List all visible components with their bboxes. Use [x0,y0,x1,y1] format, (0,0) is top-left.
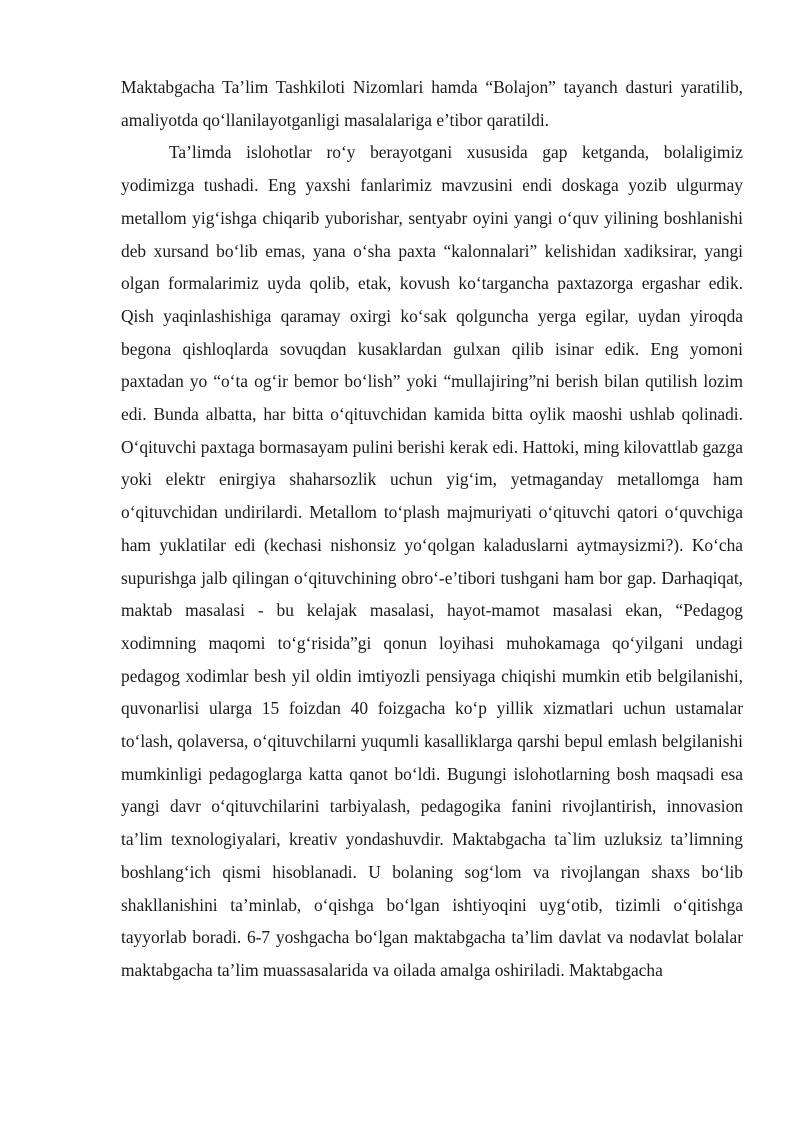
paragraph-main: Ta’limda islohotlar ro‘y berayotgani xususida gap ketganda, bolaligimiz yodimizga tushadi. Eng yaxshi fanlarimiz mavzusini endi doskaga yozib ulgurmay metallom yig‘ishga chiqarib yuborishar, sentyabr oyini yangi o‘quv yilining boshlanishi deb xursand bo‘lib emas, yana o‘sha paxta “kalonnalari” kelishidan xadiksirar, yangi olgan formalarimiz uyda qolib, etak, kovush ko‘targancha paxtazorga ergashar edik. Qish yaqinlashishiga qaramay oxirgi ko‘sak qolguncha yerga egilar, uydan yiroqda begona qishloqlarda sovuqdan kusaklardan gulxan qilib isinar edik. Eng yomoni paxtadan yo “o‘ta og‘ir bemor bo‘lish” yoki “mullajiring”ni berish bilan qutilish lozim edi. Bunda albatta, har bitta o‘qituvchidan kamida bitta oylik maoshi ushlab qolinadi. O‘qituvchi paxtaga bormasayam pulini berishi kerak edi. Hattoki, ming kilovattlab gazga yoki elektr enirgiya shaharsozlik uchun yig‘im, yetmaganday metallomga ham o‘qituvchidan undirilardi. Metallom to‘plash majmuriyati o‘qituvchi qatori o‘quvchiga ham yuklatilar edi (kechasi nishonsiz yo‘qolgan kaladuslarni aytmaysizmi?). Ko‘cha supurishga jalb qilingan o‘qituvchining obro‘-e’tibori tushgani ham bor gap. Darhaqiqat, maktab masalasi - bu kelajak masalasi, hayot-mamot masalasi ekan, “Pedagog xodimning maqomi to‘g‘risida”gi qonun loyihasi muhokamaga qo‘yilgani undagi pedagog xodimlar besh yil oldin imtiyozli pensiyaga chiqishi mumkin etib belgilanishi, quvonarlisi ularga 15 foizdan 40 foizgacha ko‘p yillik xizmatlari uchun ustamalar to‘lash, qolaversa, o‘qituvchilarni yuqumli kasalliklarga qarshi bepul emlash belgilanishi mumkinligi pedagoglarga katta qanot bo‘ldi. Bugungi islohotlarning bosh maqsadi esa yangi davr o‘qituvchilarini tarbiyalash, pedagogika fanini rivojlantirish, innovasion ta’lim texnologiyalari, kreativ yondashuvdir. Maktabgacha ta`lim uzluksiz ta’limning boshlang‘ich qismi hisoblanadi. U bolaning sog‘lom va rivojlangan shaxs bo‘lib shakllanishini ta’minlab, o‘qishga bo‘lgan ishtiyoqini uyg‘otib, tizimli o‘qitishga tayyorlab boradi. 6-7 yoshgacha bo‘lgan maktabgacha ta’lim davlat va nodavlat bolalar maktabgacha ta’lim muassasalarida va oilada amalga oshiriladi. Maktabgacha [121,142,743,980]
body-text [121,71,743,987]
paragraph-continuation: Maktabgacha Ta’lim Tashkiloti Nizomlari hamda “Bolajon” tayanch dasturi yaratilib, amaliyotda qo‘llanilayotganligi masalalariga e’tibor qaratildi. [121,77,743,130]
